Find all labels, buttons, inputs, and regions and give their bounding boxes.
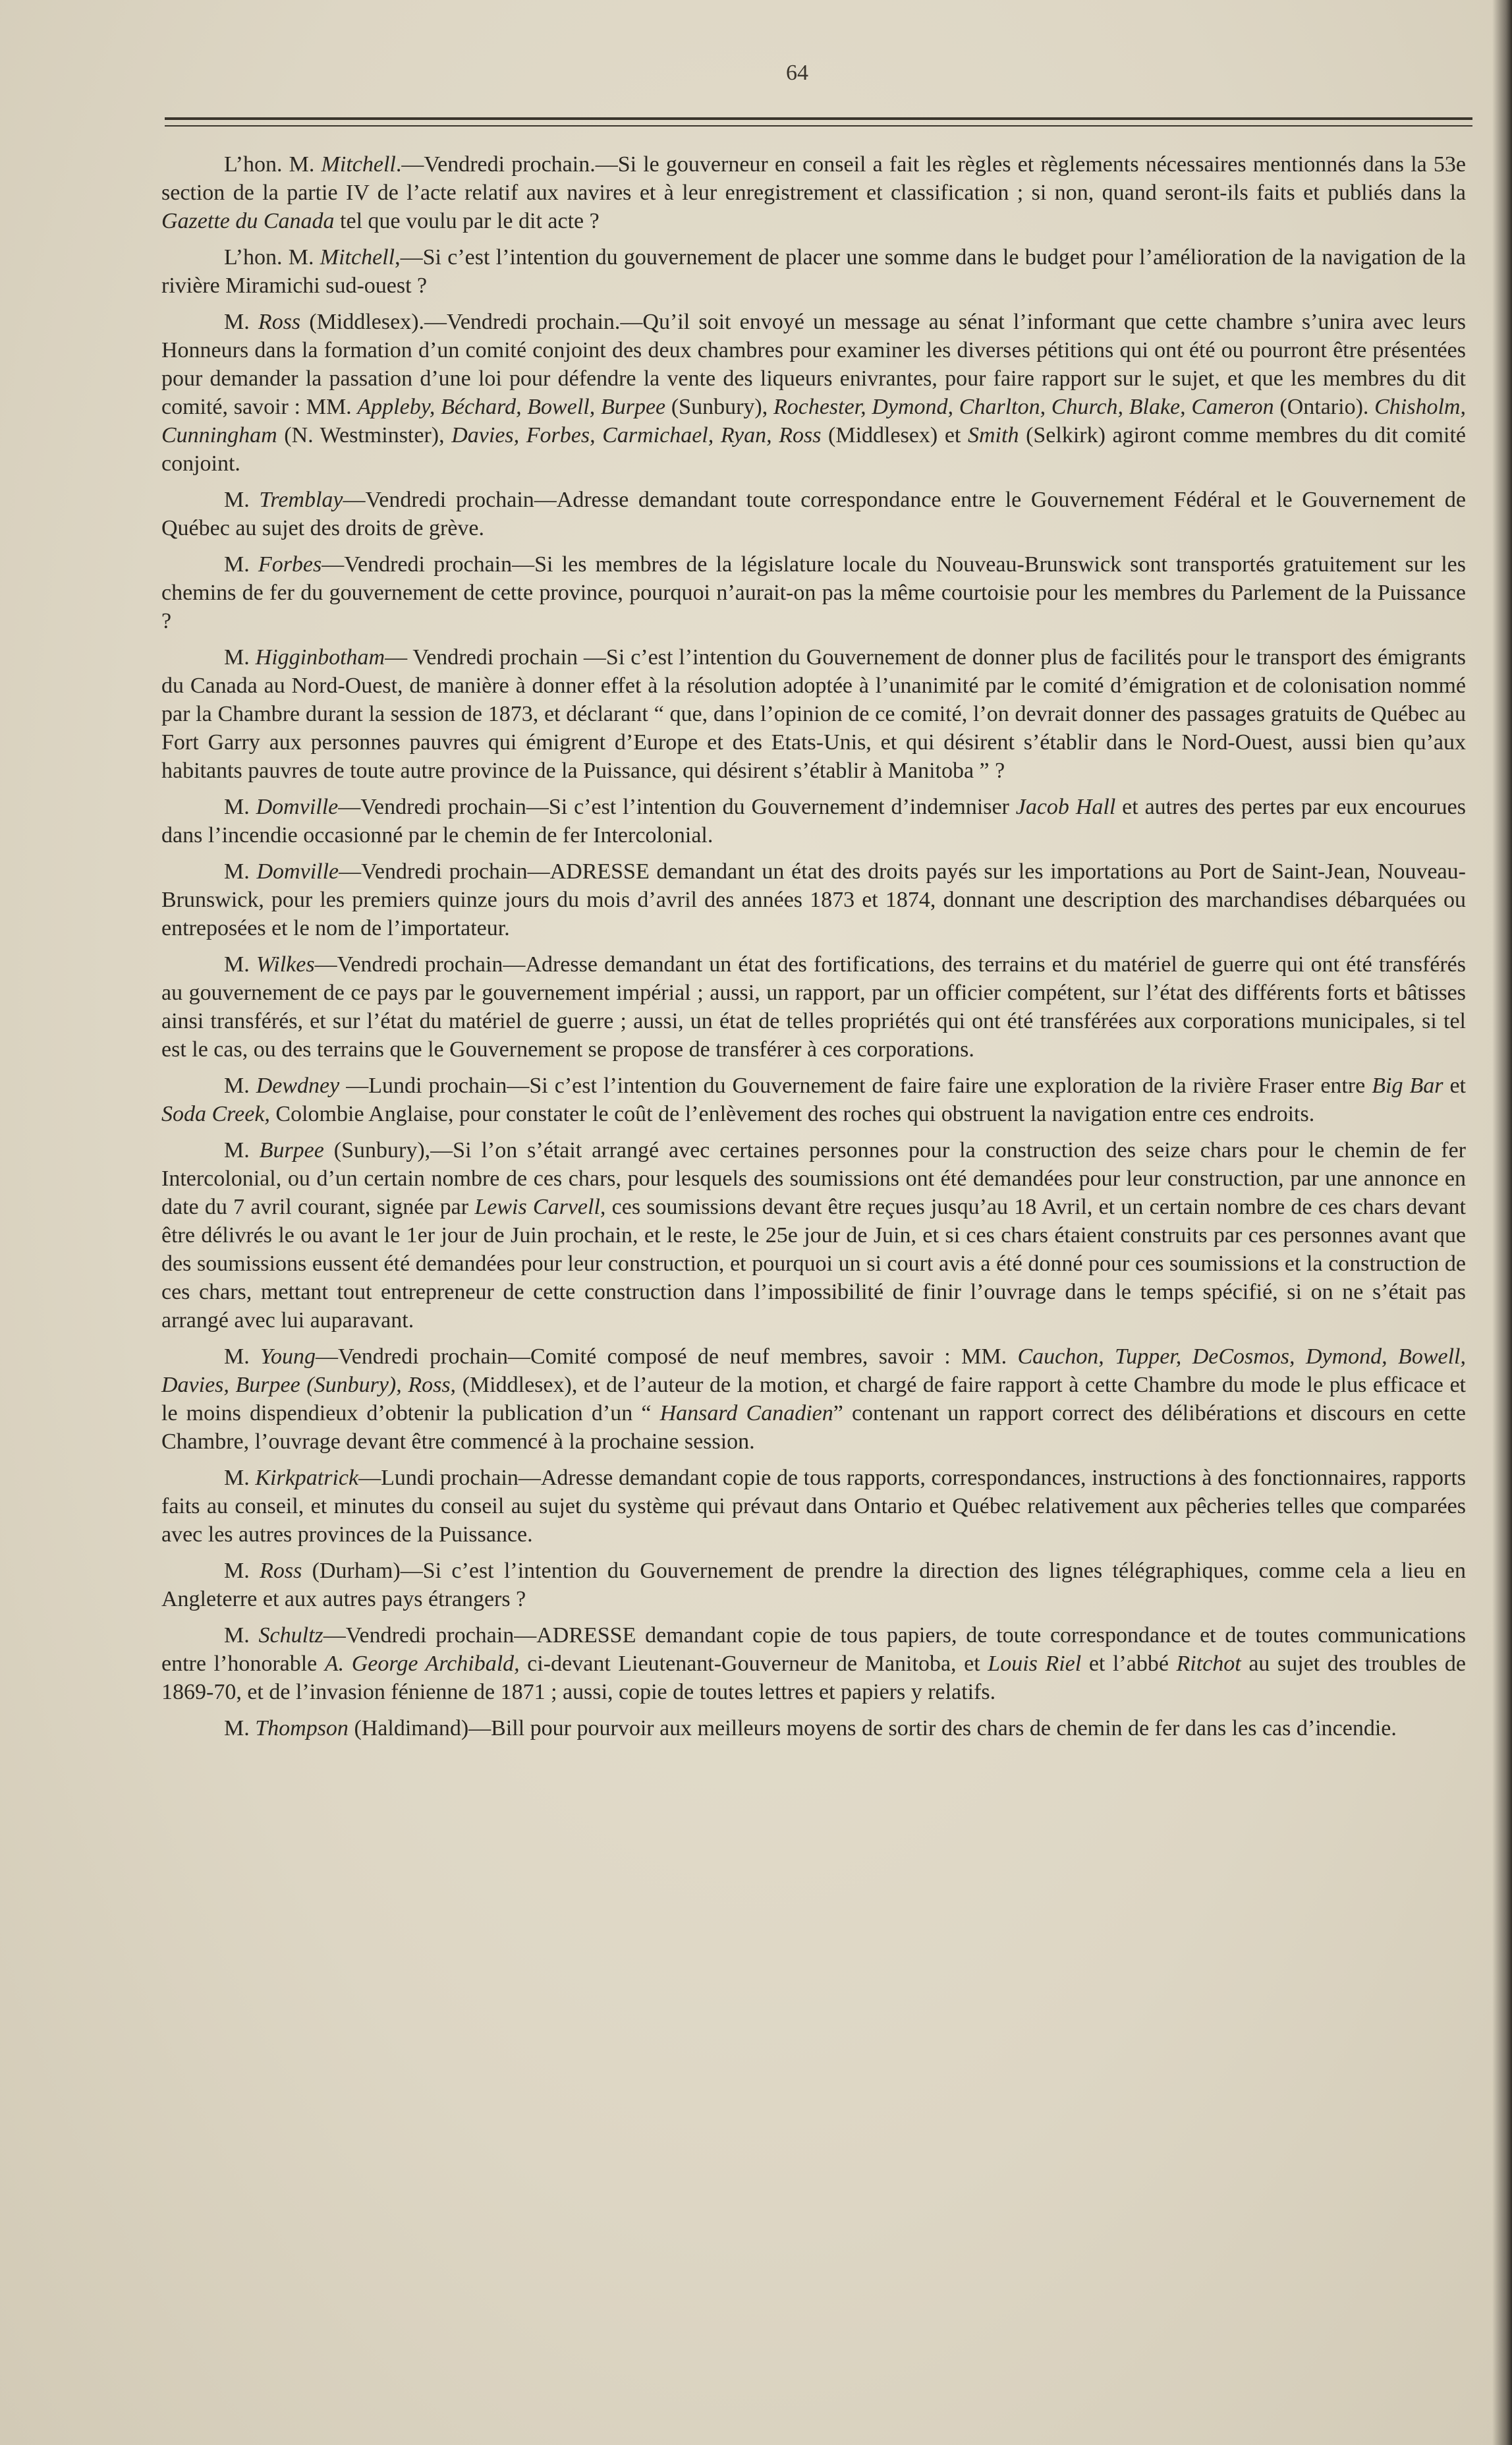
notice-paragraph [161, 150, 1466, 235]
text-run: (Durham)—Si c’est l’intention du Gouvernement de prendre la direction des lignes télégraphiques, comme cela a lieu en Angleterre et aux autres pays étrangers ? [161, 1559, 1466, 1611]
notice-paragraph [161, 550, 1466, 635]
text-run: L’hon. M. [224, 152, 322, 177]
text-run: (N. Westminster), [277, 423, 452, 447]
notice-paragraph [161, 243, 1466, 300]
text-run: M. [224, 1559, 260, 1583]
italic-name: Wilkes [256, 952, 315, 977]
text-run: —Vendredi prochain—ADRESSE demandant copie de tous papiers, de toute correspondance et de toutes communications entre l’honorable [161, 1623, 1467, 1676]
text-run: —Vendredi prochain—Comité composé de neuf membres, savoir : MM. [315, 1344, 1018, 1369]
italic-name: Higginbotham [255, 645, 385, 670]
notice-paragraph [161, 308, 1466, 478]
text-run: M. [224, 1344, 261, 1369]
text-run: et [1443, 1074, 1466, 1098]
binding-edge-shadow [1492, 0, 1512, 2445]
italic-name: Young [260, 1344, 316, 1369]
text-run: (Middlesex).—Vendredi prochain.—Qu’il soit envoyé un message au sénat l’informant que cette chambre s’unira avec leurs Honneurs dans la formation d’un comité conjoint des deux chambres pour examiner les diverses pétitions qui ont été ou pourront être présentées pour demander la passation d’une loi pour défendre la vente des liqueurs enivrantes, pour faire rapport sur le sujet, et que les membres du dit comité, savoir : MM. [161, 310, 1466, 419]
italic-name: Lewis Carvell, [474, 1195, 606, 1219]
notice-paragraph [161, 1714, 1466, 1742]
italic-name: Domville [256, 795, 339, 819]
italic-name: Kirkpatrick [255, 1466, 359, 1490]
italic-name: Thompson [255, 1716, 349, 1740]
text-run: ces soumissions devant être reçues jusqu’au 18 Avril, et un certain nombre de ces chars devant être délivrés le ou avant le 1er jour de Juin prochain, et le reste, le 25e jour de Juin, et si ces chars étaient construits par ces personnes avant que des soumissions eussent été demandées pour leur construction, et pourquoi un si court avis a été donné pour ces soumissions et la construction de ces chars, mettant tout entrepreneur de cette construction dans l’impossibilité de finir l’ouvrage dans le temps spécifié, si on ne s’était pas arrangé avec lui auparavant. [161, 1195, 1467, 1333]
text-run: M. [224, 310, 258, 334]
italic-name: Smith [968, 423, 1019, 447]
text-run: — Vendredi prochain —Si c’est l’intention du Gouvernement de donner plus de facilités pour le transport des émigrants du Canada au Nord-Ouest, de manière à donner effet à la résolution adoptée à l’unanimité par le comité d’émigration et de colonisation nommé par la Chambre durant la session de 1873, et déclarant “ que, dans l’opinion de ce comité, l’on devrait donner des passages gratuits de Québec au Fort Garry aux personnes pauvres qui émigrent d’Europe et des Etats-Unis, et qui désirent s’établir dans le Nord-Ouest, aussi bien qu’aux habitants pauvres de toute autre province de la Puissance, qui désirent s’établir à Manitoba ” ? [161, 645, 1467, 783]
italic-name: Burpee [259, 1138, 324, 1163]
italic-name: Davies, Forbes, Carmichael, Ryan, Ross [451, 423, 822, 447]
notice-paragraph [161, 1072, 1466, 1128]
italic-name: Ross [260, 1559, 302, 1583]
italic-name: Ross [258, 310, 301, 334]
text-run: (Sunbury), [665, 395, 773, 419]
text-run: M. [224, 859, 257, 884]
text-run: (Middlesex), et de l’auteur de la motion, et chargé de faire rapport à cette Chambre du mode le plus efficace et le moins dispendieux d’obtenir la publication d’un “ [161, 1373, 1466, 1425]
italic-name: Jacob Hall [1015, 795, 1116, 819]
text-run: L’hon. M. [224, 245, 320, 270]
text-run: (Haldimand)—Bill pour pourvoir aux meilleurs moyens de sortir des chars de chemin de fer dans les cas d’incendie. [348, 1716, 1397, 1740]
italic-name: Dewdney [256, 1074, 340, 1098]
text-run: M. [224, 645, 256, 670]
italic-name: Big Bar [1372, 1074, 1443, 1098]
text-run: ,—Si c’est l’intention du gouvernement de placer une somme dans le budget pour l’amélioration de la navigation de la rivière Miramichi sud-ouest ? [161, 245, 1466, 298]
text-run: —Vendredi prochain—Adresse demandant toute correspondance entre le Gouvernement Fédéral et le Gouvernement de Québec au sujet des droits de grève. [161, 488, 1466, 540]
text-run: (Middlesex) et [821, 423, 968, 447]
italic-name: Chisholm, Cunningham [161, 395, 1466, 447]
italic-name: Schultz [258, 1623, 323, 1648]
italic-name: Rochester, Dymond, Charlton, Church, Blake, Cameron [773, 395, 1274, 419]
notice-list [161, 150, 1466, 1750]
text-run: Colombie Anglaise, pour constater le coût de l’enlèvement des roches qui obstruent la navigation entre ces endroits. [269, 1102, 1315, 1126]
italic-name: Hansard Canadien [659, 1401, 833, 1425]
notice-paragraph [161, 486, 1466, 542]
italic-name: Soda Creek, [161, 1102, 270, 1126]
notice-paragraph [161, 1342, 1466, 1456]
text-run: M. [224, 795, 256, 819]
italic-name: Appleby, Béchard, Bowell, Burpee [357, 395, 666, 419]
text-run: M. [224, 1074, 256, 1098]
text-run: —Lundi prochain—Si c’est l’intention du Gouvernement de faire faire une exploration de la rivière Fraser entre [339, 1074, 1372, 1098]
notice-paragraph [161, 1136, 1466, 1335]
text-run: ci-devant Lieutenant-Gouverneur de Manitoba, et [519, 1652, 988, 1676]
text-run: (Ontario). [1274, 395, 1375, 419]
italic-name: Forbes [258, 552, 322, 577]
notice-paragraph [161, 1464, 1466, 1549]
text-run: (Selkirk) agiront comme membres du dit comité conjoint. [161, 423, 1467, 476]
text-run: et l’abbé [1081, 1652, 1177, 1676]
text-run: (Sunbury),—Si l’on s’était arrangé avec certaines personnes pour la construction des seize chars pour le chemin de fer Intercolonial, ou d’un certain nombre de ces chars, pour lesquels des soumissions ont été demandées pour leur construction, par une annonce en date du 7 avril courant, signée par [161, 1138, 1466, 1219]
text-run: et autres des pertes par eux encourues dans l’incendie occasionné par le chemin de fer Intercolonial. [161, 795, 1466, 848]
text-run: .—Vendredi prochain.—Si le gouverneur en conseil a fait les règles et règlements nécessaires mentionnés dans la 53e section de la partie IV de l’acte relatif aux navires et à leur enregistrement et classification ; si non, quand seront-ils faits et publiés dans la [161, 152, 1467, 205]
text-run: M. [224, 1138, 260, 1163]
text-run: M. [224, 488, 260, 512]
italic-name: Tremblay [259, 488, 343, 512]
notice-paragraph [161, 857, 1466, 942]
italic-name: A. George Archibald, [324, 1652, 520, 1676]
text-run: —Vendredi prochain—Si c’est l’intention du Gouvernement d’indemniser [338, 795, 1016, 819]
page-number: 64 [786, 61, 808, 85]
text-run: tel que voulu par le dit acte ? [334, 209, 600, 233]
italic-name: Mitchell [320, 245, 395, 270]
text-run: —Vendredi prochain—Adresse demandant un état des fortifications, des terrains et du matériel de guerre qui ont été transférés au gouvernement de ce pays par le gouvernement impérial ; aussi, un rapport, par un officier compétent, sur l’état des différents forts et bâtisses ainsi transférés, et sur l’état du matériel de guerre ; aussi, un état de telles propriétés qui ont été transférées aux corporations municipales, si tel est le cas, ou des terrains que le Gouvernement se propose de transférer à ces corporations. [161, 952, 1467, 1062]
notice-paragraph [161, 1621, 1466, 1706]
italic-name: Mitchell [321, 152, 396, 177]
text-run: —Vendredi prochain—ADRESSE demandant un état des droits payés sur les importations au Port de Saint-Jean, Nouveau-Brunswick, pour les premiers quinze jours du mois d’avril des années 1873 et 1874, donnant une description des marchandises débarquées ou entreposées et le nom de l’importateur. [161, 859, 1466, 940]
text-run: —Vendredi prochain—Si les membres de la législature locale du Nouveau-Brunswick sont transportés gratuitement sur les chemins de fer du gouvernement de cette province, pourquoi n’aurait-on pas la même courtoisie pour les membres du Parlement de la Puissance ? [161, 552, 1467, 633]
header-rule-top [165, 117, 1472, 120]
italic-name: Gazette du Canada [161, 209, 335, 233]
italic-name: Cauchon, Tupper, DeCosmos, Dymond, Bowell, Davies, Burpee (Sunbury), Ross, [161, 1344, 1466, 1397]
notice-paragraph [161, 793, 1466, 849]
notice-paragraph [161, 1557, 1466, 1613]
notice-paragraph [161, 643, 1466, 785]
text-run: M. [224, 1716, 256, 1740]
text-run: M. [224, 952, 256, 977]
text-run: —Lundi prochain—Adresse demandant copie de tous rapports, correspondances, instructions à des fonctionnaires, rapports faits au conseil, et minutes du conseil au sujet du système qui prévaut dans Ontario et Québec relativement aux pêcheries telles que comparées avec les autres provinces de la Puissance. [161, 1466, 1467, 1547]
italic-name: Domville [256, 859, 339, 884]
header-rule-bottom [165, 125, 1472, 127]
text-run: au sujet des troubles de 1869-70, et de l’invasion fénienne de 1871 ; aussi, copie de toutes lettres et papiers y relatifs. [161, 1652, 1466, 1704]
italic-name: Louis Riel [988, 1652, 1082, 1676]
text-run: M. [224, 1466, 256, 1490]
notice-paragraph [161, 950, 1466, 1064]
italic-name: Ritchot [1176, 1652, 1241, 1676]
text-run: M. [224, 552, 258, 577]
text-run: ” contenant un rapport correct des délibérations et discours en cette Chambre, l’ouvrage devant être commencé à la prochaine session. [161, 1401, 1466, 1454]
text-run: M. [224, 1623, 259, 1648]
